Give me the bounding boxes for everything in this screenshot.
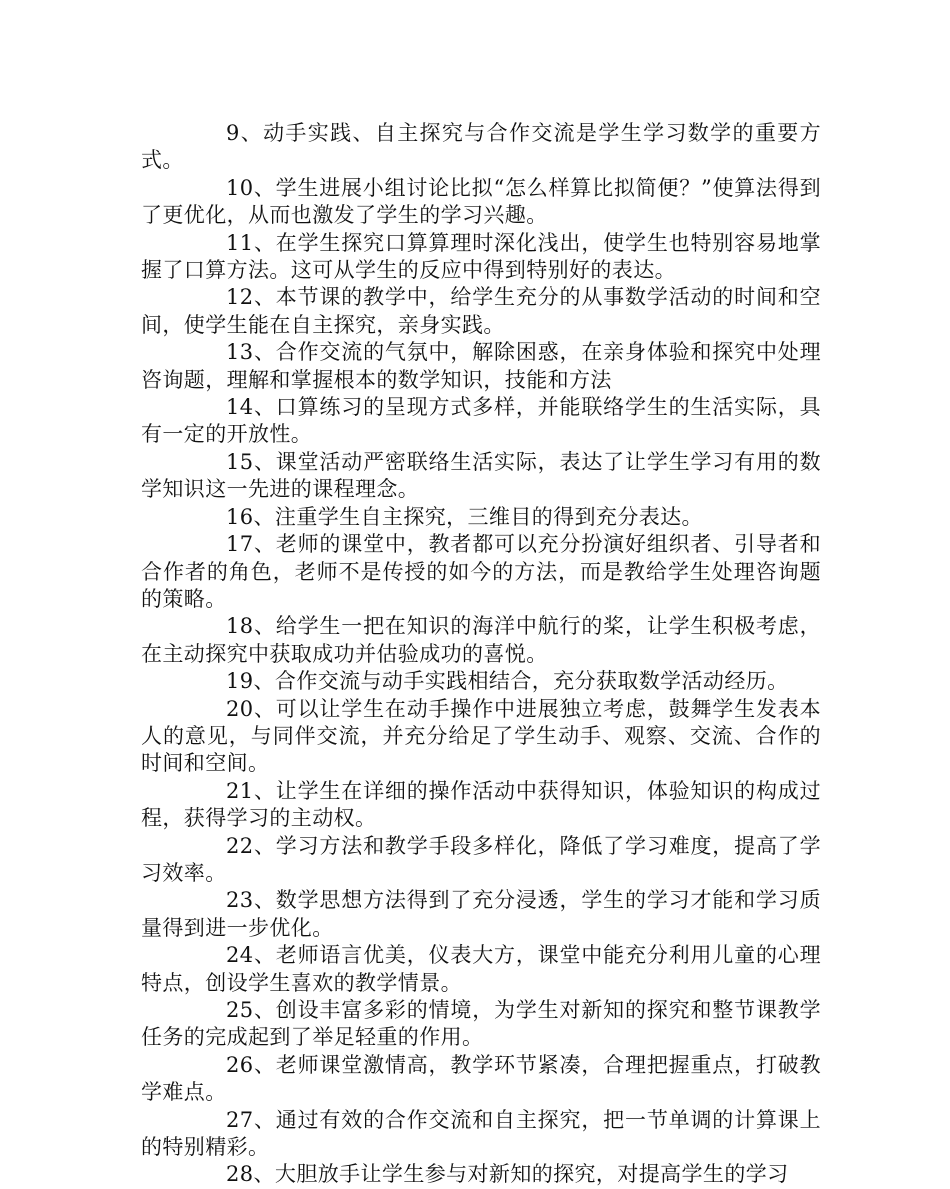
paragraph-10: 10、学生进展小组讨论比拟“怎么样算比拟简便？”使算法得到了更优化，从而也激发了学生的学习兴趣。 <box>141 175 821 228</box>
paragraph-16: 16、注重学生自主探究，三维目的得到充分表达。 <box>226 504 703 529</box>
paragraph-13: 13、合作交流的气氛中，解除困惑，在亲身体验和探究中处理咨询题，理解和掌握根本的数学知识，技能和方法 <box>141 340 821 392</box>
paragraph-27: 27、通过有效的合作交流和自主探究，把一节单调的计算课上的特别精彩。 <box>141 1107 821 1160</box>
paragraph-24: 24、老师语言优美，仪表大方，课堂中能充分利用儿童的心理特点，创设学生喜欢的教学情景。 <box>141 943 821 995</box>
paragraph-17: 17、老师的课堂中，教者都可以充分扮演好组织者、引导者和合作者的角色，老师不是传授的如今的方法，而是教给学生处理咨询题的策略。 <box>141 532 821 611</box>
paragraph-18: 18、给学生一把在知识的海洋中航行的桨，让学生积极考虑，在主动探究中获取成功并估验成功的喜悦。 <box>141 614 821 666</box>
paragraph-11: 11、在学生探究口算算理时深化浅出，使学生也特别容易地掌握了口算方法。这可从学生的反应中得到特别好的表达。 <box>141 230 821 283</box>
paragraph-26: 26、老师课堂激情高，教学环节紧凑，合理把握重点，打破教学难点。 <box>141 1052 821 1105</box>
paragraph-19: 19、合作交流与动手实践相结合，充分获取数学活动经历。 <box>226 669 789 694</box>
paragraph-20: 20、可以让学生在动手操作中进展独立考虑，鼓舞学生发表本人的意见，与同伴交流，并充分给足了学生动手、观察、交流、合作的时间和空间。 <box>141 696 821 776</box>
paragraph-15: 15、课堂活动严密联络生活实际，表达了让学生学习有用的数学知识这一先进的课程理念。 <box>141 449 821 502</box>
paragraph-22: 22、学习方法和教学手段多样化，降低了学习难度，提高了学习效率。 <box>141 833 821 885</box>
paragraph-25: 25、创设丰富多彩的情境，为学生对新知的探究和整节课教学任务的完成起到了举足轻重的作用。 <box>141 998 821 1050</box>
paragraph-28: 28、大胆放手让学生参与对新知的探究，对提高学生的学习 <box>226 1162 789 1187</box>
paragraph-21: 21、让学生在详细的操作活动中获得知识，体验知识的构成过程，获得学习的主动权。 <box>141 778 821 831</box>
paragraph-14: 14、口算练习的呈现方式多样，并能联络学生的生活实际，具有一定的开放性。 <box>141 395 821 447</box>
document-page <box>141 120 821 1189</box>
paragraph-23: 23、数学思想方法得到了充分浸透，学生的学习才能和学习质量得到进一步优化。 <box>141 888 821 940</box>
paragraph-9: 9、动手实践、自主探究与合作交流是学生学习数学的重要方式。 <box>141 121 821 173</box>
paragraph-12: 12、本节课的教学中，给学生充分的从事数学活动的时间和空间，使学生能在自主探究，亲身实践。 <box>141 285 821 337</box>
